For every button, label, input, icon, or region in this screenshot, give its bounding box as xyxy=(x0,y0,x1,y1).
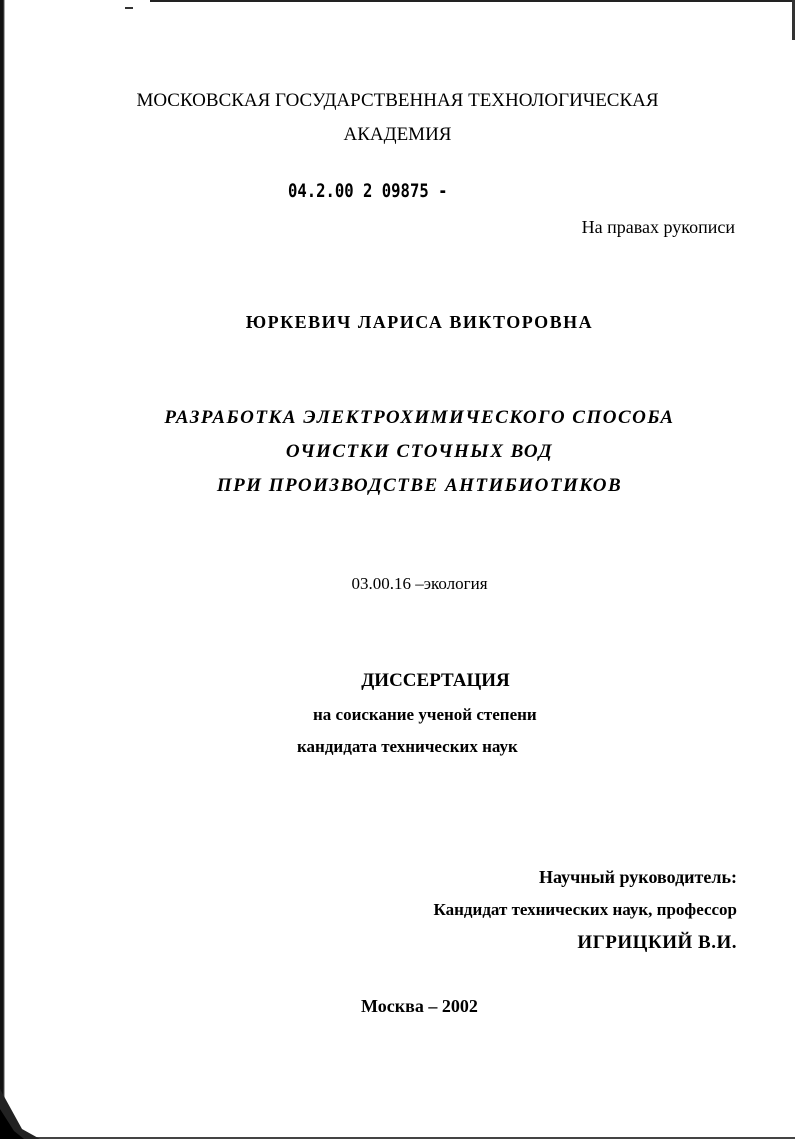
manuscript-rights: На правах рукописи xyxy=(581,217,735,237)
institution-name-line2: АКАДЕМИЯ xyxy=(343,124,452,145)
institution-name-line1: МОСКОВСКАЯ ГОСУДАРСТВЕННАЯ ТЕХНОЛОГИЧЕСКАЯ xyxy=(136,90,659,111)
supervisor-name: ИГРИЦКИЙ В.И. xyxy=(577,932,737,953)
dissertation-heading: ДИССЕРТАЦИЯ xyxy=(361,670,510,691)
dissertation-title-line2: ОЧИСТКИ СТОЧНЫХ ВОД xyxy=(285,441,554,462)
author-name: ЮРКЕВИЧ ЛАРИСА ВИКТОРОВНА xyxy=(245,312,594,332)
scan-edge-left xyxy=(0,0,5,1139)
scan-edge-top xyxy=(150,0,795,2)
city-year: Москва – 2002 xyxy=(361,996,478,1016)
degree-line2: кандидата технических наук xyxy=(297,737,518,756)
dissertation-title-line3: ПРИ ПРОИЗВОДСТВЕ АНТИБИОТИКОВ xyxy=(216,475,623,496)
scan-corner-shadow xyxy=(0,1079,60,1139)
specialty-code: 03.00.16 –экология xyxy=(351,574,488,593)
dissertation-title-line1: РАЗРАБОТКА ЭЛЕКТРОХИМИЧЕСКОГО СПОСОБА xyxy=(164,407,675,428)
scan-mark xyxy=(125,7,133,9)
degree-line1: на соискание ученой степени xyxy=(313,705,537,724)
supervisor-label: Научный руководитель: xyxy=(539,867,737,887)
supervisor-title: Кандидат технических наук, профессор xyxy=(433,900,737,919)
registry-stamp: 04.2.00 2 09875 - xyxy=(288,180,448,202)
